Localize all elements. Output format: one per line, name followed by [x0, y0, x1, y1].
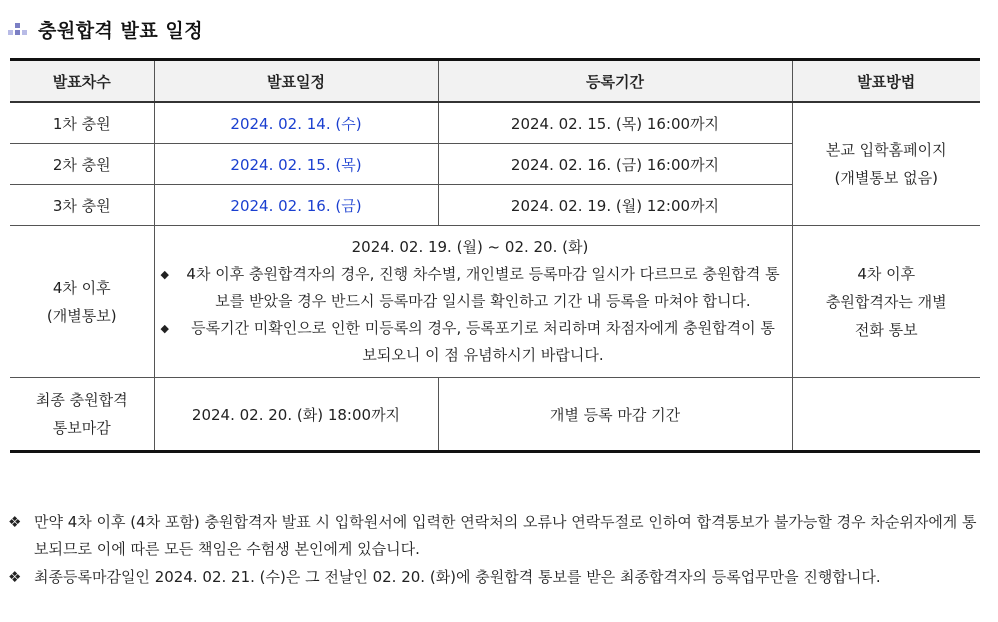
method-cell: [792, 226, 980, 378]
round4-bullet-list: [159, 261, 782, 369]
round-label: 4차 이후: [52, 278, 111, 297]
table-row: [10, 378, 980, 452]
round-label: (개별통보): [46, 306, 117, 325]
date-cell: 2024. 02. 15. (목): [154, 144, 438, 185]
header-method: 발표방법: [792, 60, 980, 103]
list-item-text: 4차 이후 충원합격자의 경우, 진행 차수별, 개인별로 등록마감 일시가 다르므로 충원합격 통보를 받았을 경우 반드시 등록마감 일시를 확인하고 기간 내 등록을 마쳐야 합니다.: [186, 265, 780, 310]
round4-detail-cell: [154, 226, 792, 378]
diamond-bullet-icon: ◆: [160, 268, 169, 281]
header-round: 발표차수: [10, 60, 154, 103]
date-cell: 2024. 02. 16. (금): [154, 185, 438, 226]
table-row: [10, 226, 980, 378]
section-header: [8, 14, 203, 44]
note-text: 최종등록마감일인 2024. 02. 21. (수)은 그 전날인 02. 20. (화)에 충원합격 통보를 받은 최종합격자의 등록업무만을 진행합니다.: [34, 568, 881, 586]
note-item: [8, 564, 984, 591]
page-title: 충원합격 발표 일정: [38, 19, 204, 42]
header-date: 발표일정: [154, 60, 438, 103]
list-item: [159, 261, 782, 315]
diamond-ribbon-icon: ❖: [8, 568, 22, 586]
round-label: 최종 충원합격: [35, 391, 128, 409]
title-bullet-icon: [8, 20, 30, 38]
method-line: 4차 이후: [857, 264, 916, 283]
period-cell: 개별 등록 마감 기간: [438, 378, 792, 452]
round-cell: [10, 226, 154, 378]
date-cell: 2024. 02. 14. (수): [154, 102, 438, 144]
date-cell: 2024. 02. 20. (화) 18:00까지: [154, 378, 438, 452]
table-row: [10, 102, 980, 144]
round-cell: 3차 충원: [10, 185, 154, 226]
method-line: 충원합격자는 개별: [825, 292, 947, 311]
note-text: 만약 4차 이후 (4차 포함) 충원합격자 발표 시 입학원서에 입력한 연락처의 오류나 연락두절로 인하여 합격통보가 불가능할 경우 차순위자에게 통보되므로 이에 따른 모든 책임은 수험생 본인에게 있습니다.: [34, 513, 977, 558]
round-cell: [10, 378, 154, 452]
method-line: (개별통보 없음): [834, 169, 938, 187]
method-line: 전화 통보: [854, 320, 918, 339]
list-item: [159, 315, 782, 369]
method-line: 본교 입학홈페이지: [825, 141, 947, 159]
round4-date-range: 2024. 02. 19. (월) ~ 02. 20. (화): [351, 238, 589, 256]
method-cell: [792, 378, 980, 452]
period-cell: 2024. 02. 19. (월) 12:00까지: [438, 185, 792, 226]
header-period: 등록기간: [438, 60, 792, 103]
period-cell: 2024. 02. 15. (목) 16:00까지: [438, 102, 792, 144]
diamond-ribbon-icon: ❖: [8, 513, 22, 531]
table-header-row: [10, 60, 980, 103]
round-cell: 1차 충원: [10, 102, 154, 144]
diamond-bullet-icon: ◆: [160, 322, 169, 335]
schedule-table: [10, 58, 980, 453]
notes-section: [8, 509, 984, 592]
list-item-text: 등록기간 미확인으로 인한 미등록의 경우, 등록포기로 처리하며 차점자에게 충원합격이 통보되오니 이 점 유념하시기 바랍니다.: [191, 319, 775, 364]
round-cell: 2차 충원: [10, 144, 154, 185]
note-item: [8, 509, 984, 563]
method-cell: [792, 102, 980, 226]
round-label: 통보마감: [52, 419, 111, 437]
period-cell: 2024. 02. 16. (금) 16:00까지: [438, 144, 792, 185]
